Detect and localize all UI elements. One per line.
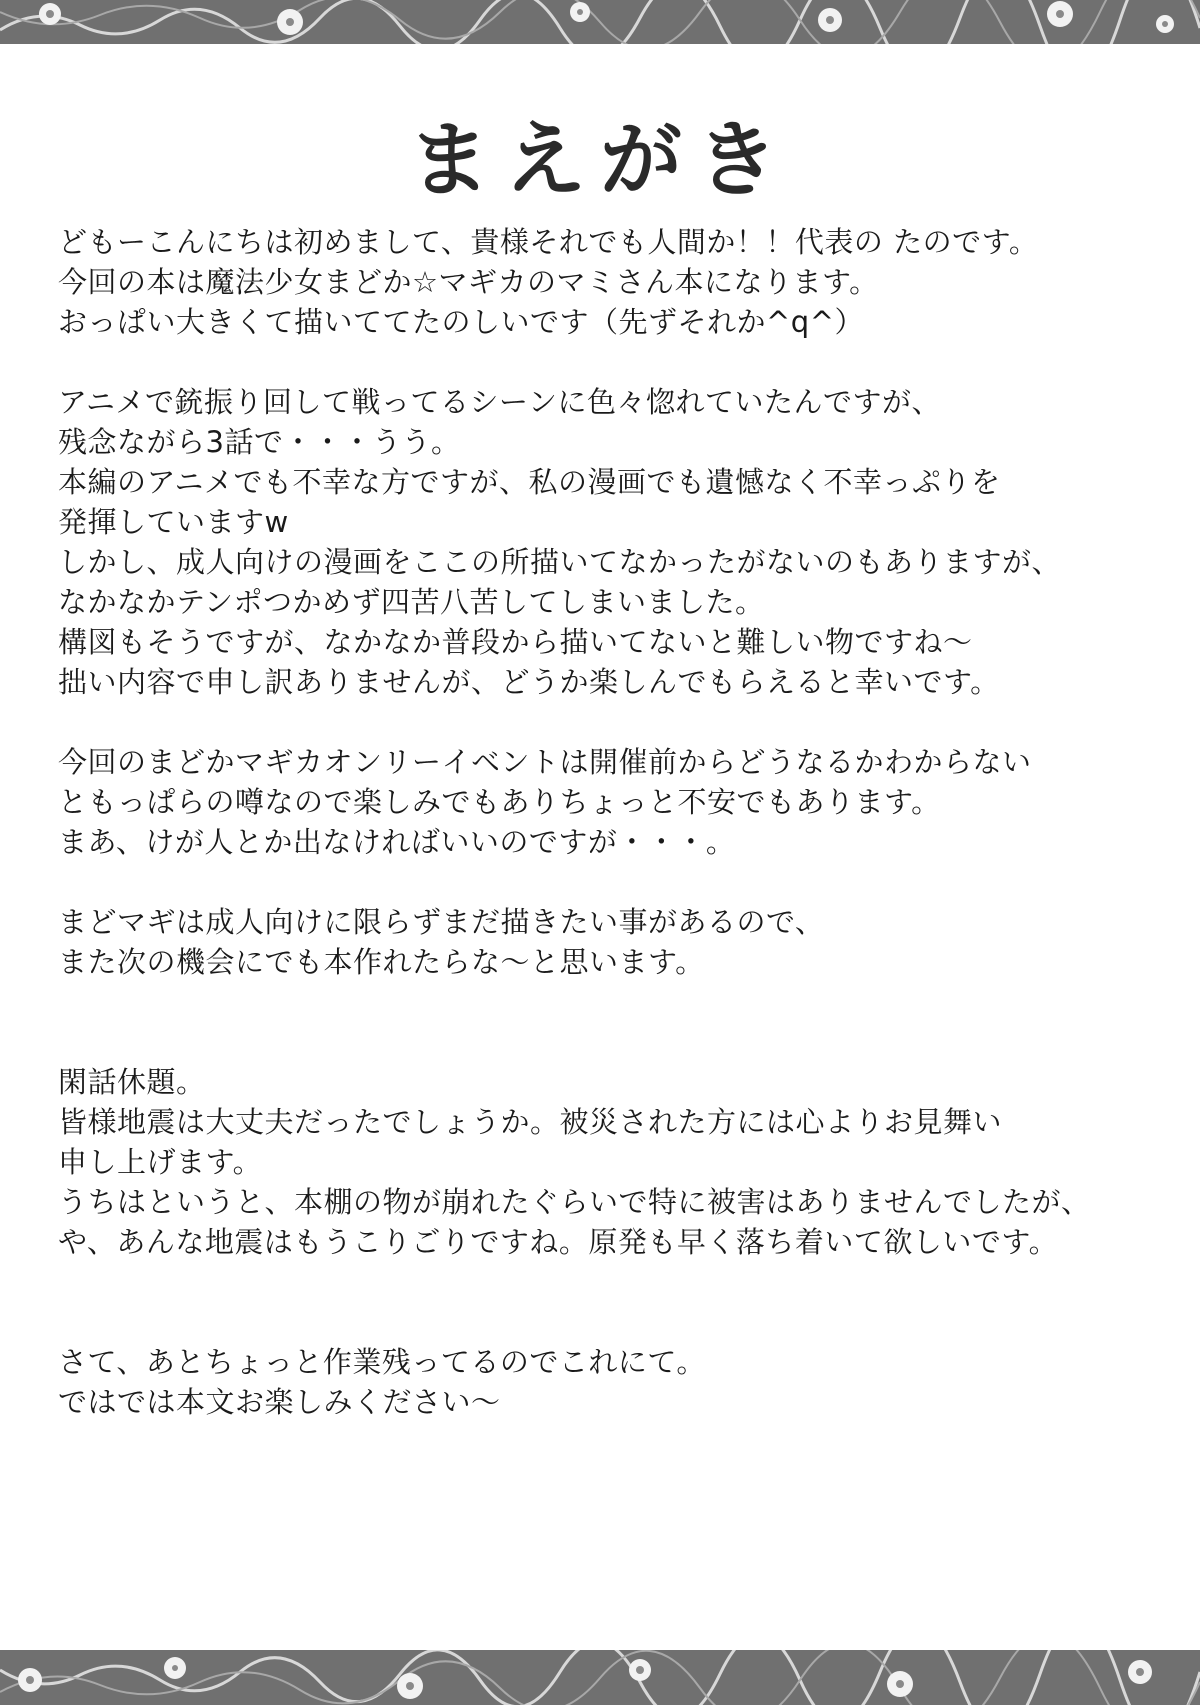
- text-line: さて、あとちょっと作業残ってるのでこれにて。: [58, 1345, 706, 1379]
- text-line: や、あんな地震はもうこりごりですね。原発も早く落ち着いて欲しいです。: [58, 1225, 1059, 1259]
- page-title: まえがき: [407, 113, 792, 208]
- text-line: どもーこんにちは初めまして、貴様それでも人間か！！代表の たのです。: [58, 225, 1039, 259]
- text-line: まあ、けが人とか出なければいいのですが・・・。: [58, 825, 736, 859]
- text-line: 今回の本は魔法少女まどか☆マギカのマミさん本になります。: [58, 265, 879, 299]
- text-line: うちはというと、本棚の物が崩れたぐらいで特に被害はありませんでしたが、: [58, 1185, 1091, 1219]
- decorative-border-top: [0, 0, 1200, 44]
- preface-body: [58, 222, 1188, 1422]
- text-line: また次の機会にでも本作れたらな～と思います。: [58, 945, 705, 979]
- text-line: しかし、成人向けの漫画をここの所描いてなかったがないのもありますが、: [58, 545, 1062, 579]
- text-line: ではでは本文お楽しみください～: [58, 1385, 501, 1419]
- text-line: 皆様地震は大丈夫だったでしょうか。被災された方には心よりお見舞い: [58, 1105, 1003, 1139]
- text-line: 申し上げます。: [58, 1145, 263, 1179]
- text-line: 閑話休題。: [58, 1065, 206, 1099]
- text-line: 構図もそうですが、なかなか普段から描いてないと難しい物ですね～: [58, 625, 973, 659]
- paragraph-earthquake: [58, 1062, 1188, 1262]
- text-line: なかなかテンポつかめず四苦八苦してしまいました。: [58, 585, 765, 619]
- paragraph-anime: [58, 382, 1188, 702]
- paragraph-event: [58, 742, 1188, 862]
- decorative-border-bottom: [0, 1650, 1200, 1705]
- text-line: アニメで銃振り回して戦ってるシーンに色々惚れていたんですが、: [58, 385, 941, 419]
- text-line: まどマギは成人向けに限らずまだ描きたい事があるので、: [58, 905, 825, 939]
- text-line: 本編のアニメでも不幸な方ですが、私の漫画でも遺憾なく不幸っぷりを: [58, 465, 1001, 499]
- text-line: おっぱい大きくて描いててたのしいです（先ずそれか^q^）: [58, 305, 865, 339]
- paragraph-greeting: [58, 222, 1188, 342]
- text-line: 残念ながら3話で・・・うう。: [58, 425, 461, 459]
- paragraph-next: [58, 902, 1188, 982]
- text-line: ともっぱらの噂なので楽しみでもありちょっと不安でもあります。: [58, 785, 941, 819]
- text-line: 拙い内容で申し訳ありませんが、どうか楽しんでもらえると幸いです。: [58, 665, 1000, 699]
- text-line: 発揮していますw: [58, 505, 289, 539]
- text-line: 今回のまどかマギカオンリーイベントは開催前からどうなるかわからない: [58, 745, 1032, 779]
- paragraph-closing: [58, 1342, 1188, 1422]
